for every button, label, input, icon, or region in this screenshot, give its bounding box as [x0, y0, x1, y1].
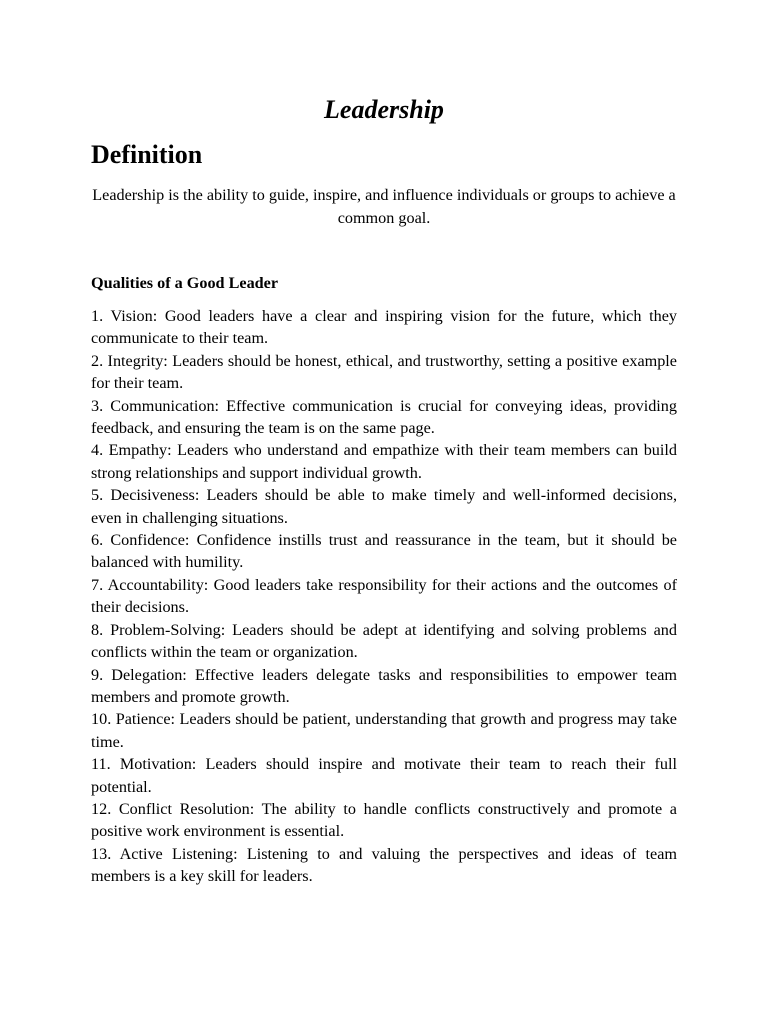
definition-paragraph: Leadership is the ability to guide, inspire, and influence individuals or groups to achieve a common goal. — [92, 186, 676, 227]
quality-item-confidence: 6. Confidence: Confidence instills trust and reassurance in the team, but it should be balanced with humility. — [91, 531, 677, 572]
qualities-list — [91, 305, 677, 888]
qualities-heading: Qualities of a Good Leader — [91, 274, 279, 292]
quality-item-patience: 10. Patience: Leaders should be patient, understanding that growth and progress may take time. — [91, 710, 677, 751]
quality-item-integrity: 2. Integrity: Leaders should be honest, ethical, and trustworthy, setting a positive example for their team. — [91, 351, 677, 393]
quality-item-active-listening: 13. Active Listening: Listening to and valuing the perspectives and ideas of team members is a key skill for leaders. — [91, 844, 677, 886]
quality-item-problem-solving: 8. Problem-Solving: Leaders should be adept at identifying and solving problems and conflicts within the team or organization. — [91, 620, 677, 662]
quality-item-delegation: 9. Delegation: Effective leaders delegate tasks and responsibilities to empower team members and promote growth. — [91, 665, 677, 706]
quality-item-communication: 3. Communication: Effective communication is crucial for conveying ideas, providing feedback, and ensuring the team is on the same page. — [91, 396, 677, 438]
quality-item-accountability: 7. Accountability: Good leaders take responsibility for their actions and the outcomes of their decisions. — [91, 575, 677, 617]
quality-item-decisiveness: 5. Decisiveness: Leaders should be able to make timely and well-informed decisions, even in challenging situations. — [91, 486, 677, 527]
quality-item-motivation: 11. Motivation: Leaders should inspire and motivate their team to reach their full potential. — [91, 755, 677, 796]
quality-item-vision: 1. Vision: Good leaders have a clear and inspiring vision for the future, which they communicate to their team. — [91, 307, 677, 348]
quality-item-empathy: 4. Empathy: Leaders who understand and empathize with their team members can build strong relationships and support individual growth. — [91, 441, 677, 482]
definition-heading: Definition — [91, 140, 203, 169]
document-title: Leadership — [324, 95, 444, 124]
quality-item-conflict-resolution: 12. Conflict Resolution: The ability to handle conflicts constructively and promote a positive work environment is essential. — [91, 799, 677, 841]
